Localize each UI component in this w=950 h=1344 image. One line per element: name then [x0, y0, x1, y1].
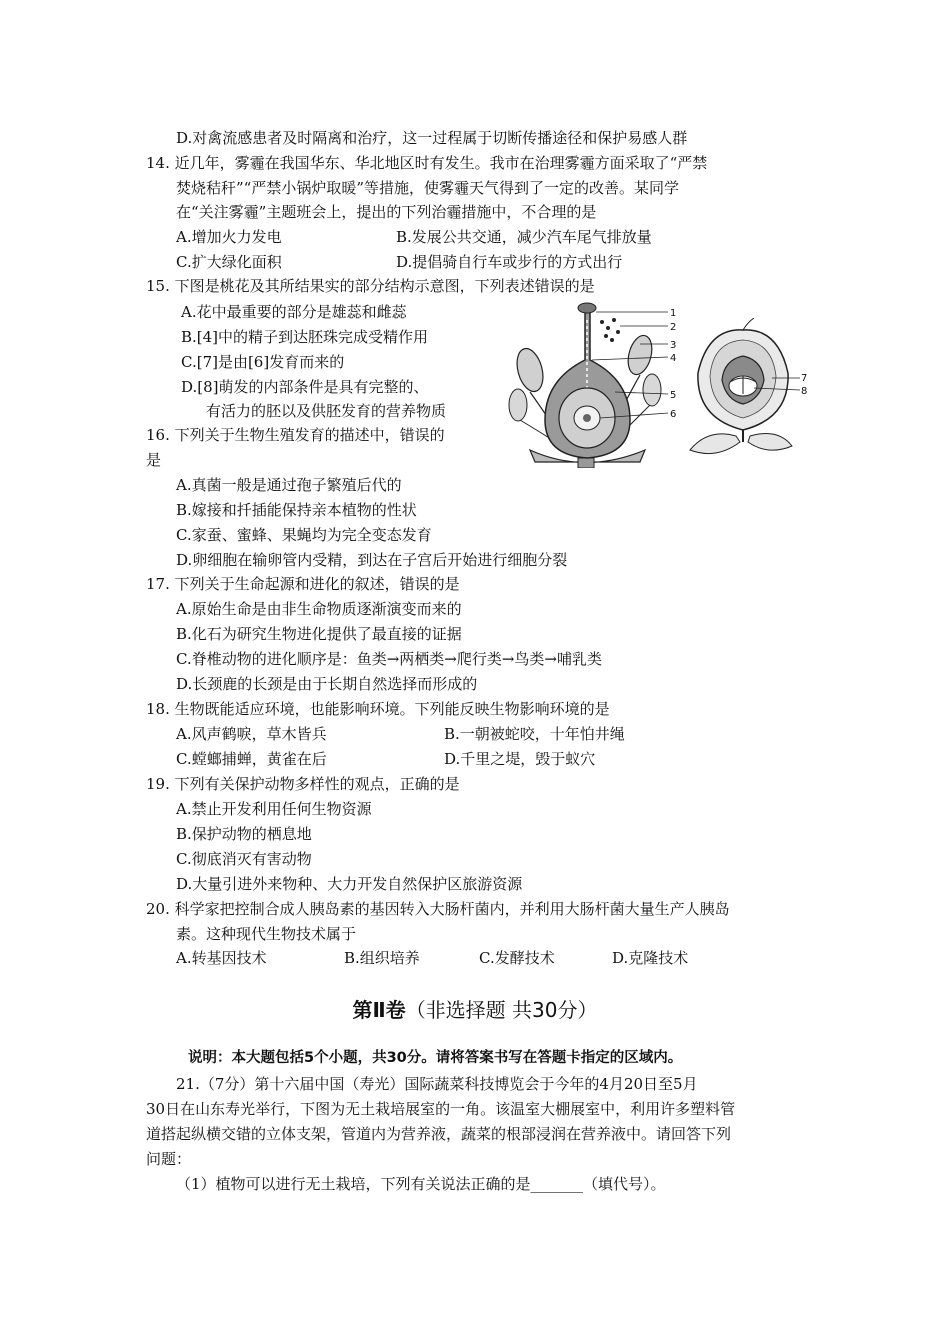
q14-option-c: C.扩大绿化面积	[176, 253, 282, 271]
flower-label-6: 6	[670, 409, 677, 420]
section-title	[0, 994, 950, 1023]
q18-option-b: B.一朝被蛇咬，十年怕井绳	[444, 725, 625, 743]
fruit-label-7: 7	[801, 373, 808, 384]
q13-option-d: D.对禽流感患者及时隔离和治疗，这一过程属于切断传播途径和保护易感人群	[176, 129, 688, 147]
peach-flower-diagram	[490, 300, 690, 468]
q17-option-a: A.原始生命是由非生命物质逐渐演变而来的	[176, 600, 462, 618]
q18-option-c: C.螳螂捕蝉，黄雀在后	[176, 750, 327, 768]
q19-option-c: C.彻底消灭有害动物	[176, 850, 312, 868]
q15-option-d-line1: D.[8]萌发的内部条件是具有完整的、	[181, 378, 429, 396]
q21-stem-line4: 问题：	[146, 1150, 192, 1168]
section-title-rest: （非选择题 共30分）	[405, 998, 598, 1022]
q17-stem: 17. 下列关于生命起源和进化的叙述，错误的是	[146, 575, 460, 593]
flower-label-3: 3	[670, 340, 677, 351]
q16-option-c: C.家蚕、蜜蜂、果蝇均为完全变态发育	[176, 526, 432, 544]
q16-option-d: D.卵细胞在输卵管内受精，到达在子宫后开始进行细胞分裂	[176, 551, 568, 569]
q20-option-c: C.发酵技术	[479, 949, 555, 967]
q21-stem-line1: 21.（7分）第十六届中国（寿光）国际蔬菜科技博览会于今年的4月20日至5月	[176, 1075, 698, 1093]
flower-label-1: 1	[670, 308, 677, 319]
q14-option-d: D.提倡骑自行车或步行的方式出行	[396, 253, 623, 271]
section-note: 说明：本大题包括5个小题，共30分。请将答案书写在答题卡指定的区域内。	[188, 1050, 683, 1066]
q19-option-d: D.大量引进外来物种、大力开发自然保护区旅游资源	[176, 875, 523, 893]
flower-label-4: 4	[670, 353, 677, 364]
q17-option-b: B.化石为研究生物进化提供了最直接的证据	[176, 625, 462, 643]
q19-option-b: B.保护动物的栖息地	[176, 825, 312, 843]
q18-option-a: A.风声鹤唳，草木皆兵	[176, 725, 327, 743]
q15-option-c: C.[7]是由[6]发育而来的	[181, 353, 345, 371]
flower-label-5: 5	[670, 390, 677, 401]
q16-stem-line2: 是	[146, 451, 162, 469]
q14-stem-line3: 在“关注雾霾”主题班会上，提出的下列治霾措施中，不合理的是	[176, 203, 597, 221]
q21-subquestion-1: （1）植物可以进行无土栽培，下列有关说法正确的是_______（填代号）。	[176, 1175, 666, 1193]
q21-stem-line3: 道搭起纵横交错的立体支架，管道内为营养液，蔬菜的根部浸润在营养液中。请回答下列	[146, 1125, 732, 1143]
q20-stem-line2: 素。这种现代生物技术属于	[176, 925, 357, 943]
q18-option-d: D.千里之堤，毁于蚁穴	[444, 750, 596, 768]
q15-option-a: A.花中最重要的部分是雄蕊和雌蕊	[181, 303, 407, 321]
q14-option-a: A.增加火力发电	[176, 228, 282, 246]
q19-option-a: A.禁止开发利用任何生物资源	[176, 800, 372, 818]
q20-stem-line1: 20. 科学家把控制合成人胰岛素的基因转入大肠杆菌内，并利用大肠杆菌大量生产人胰岛	[146, 900, 730, 918]
q20-option-b: B.组织培养	[344, 949, 420, 967]
q17-option-d: D.长颈鹿的长颈是由于长期自然选择而形成的	[176, 675, 478, 693]
q21-stem-line2: 30日在山东寿光举行，下图为无土栽培展室的一角。该温室大棚展室中，利用许多塑料管	[146, 1100, 736, 1118]
q15-option-b: B.[4]中的精子到达胚珠完成受精作用	[181, 328, 429, 346]
q14-stem-line2: 焚烧秸秆”“严禁小锅炉取暖”等措施，使雾霾天气得到了一定的改善。某同学	[176, 179, 680, 197]
fruit-label-8: 8	[801, 386, 808, 397]
section-title-bold: 第Ⅱ卷	[352, 998, 406, 1022]
q15-stem: 15. 下图是桃花及其所结果实的部分结构示意图，下列表述错误的是	[146, 277, 595, 295]
q14-stem-line1: 14. 近几年，雾霾在我国华东、华北地区时有发生。我市在治理雾霾方面采取了“严禁	[146, 154, 708, 172]
q18-stem: 18. 生物既能适应环境，也能影响环境。下列能反映生物影响环境的是	[146, 700, 610, 718]
q14-option-b: B.发展公共交通，减少汽车尾气排放量	[396, 228, 652, 246]
q16-option-b: B.嫁接和扦插能保持亲本植物的性状	[176, 501, 417, 519]
q19-stem: 19. 下列有关保护动物多样性的观点，正确的是	[146, 775, 460, 793]
q16-option-a: A.真菌一般是通过孢子繁殖后代的	[176, 476, 402, 494]
flower-label-2: 2	[670, 322, 677, 333]
q20-option-d: D.克隆技术	[612, 949, 689, 967]
peach-fruit-diagram	[688, 318, 818, 468]
q16-stem-line1: 16. 下列关于生物生殖发育的描述中，错误的	[146, 426, 445, 444]
q17-option-c: C.脊椎动物的进化顺序是：鱼类→两栖类→爬行类→鸟类→哺乳类	[176, 650, 602, 668]
q15-option-d-line2: 有活力的胚以及供胚发育的营养物质	[206, 402, 447, 420]
q20-option-a: A.转基因技术	[176, 949, 267, 967]
